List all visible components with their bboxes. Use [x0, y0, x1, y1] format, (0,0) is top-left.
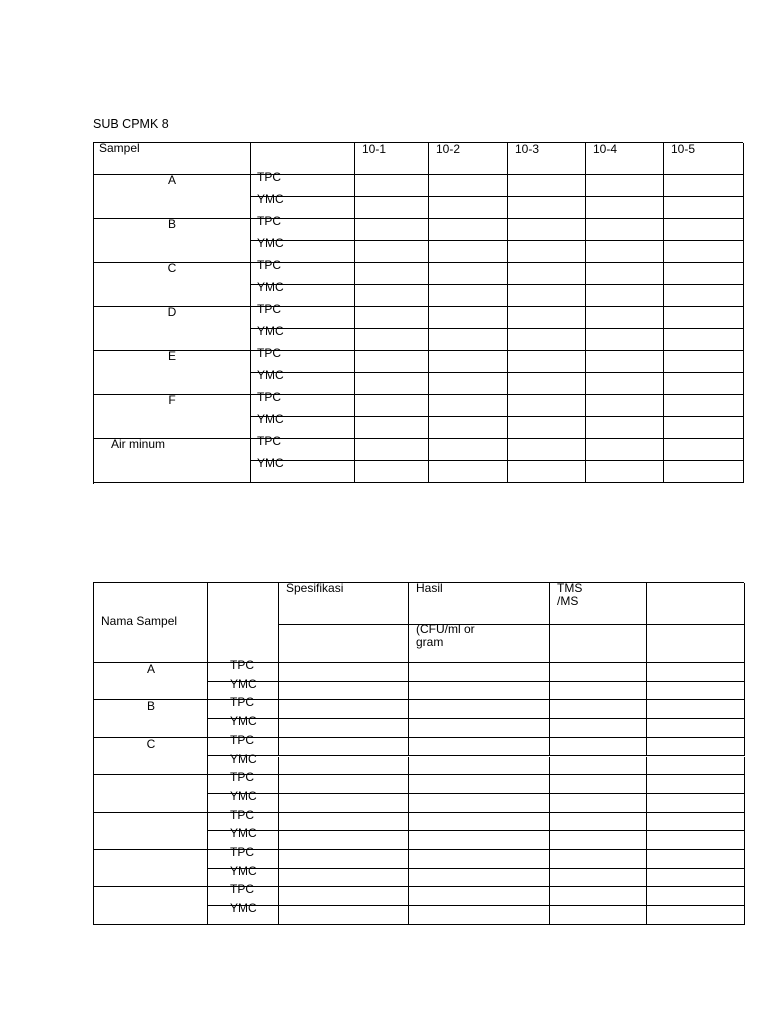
- value-cell[interactable]: [647, 738, 745, 757]
- header-dilution-3[interactable]: [508, 143, 586, 175]
- value-cell[interactable]: [586, 373, 664, 395]
- value-cell[interactable]: [586, 285, 664, 307]
- value-cell[interactable]: [279, 663, 409, 682]
- value-cell[interactable]: [355, 417, 429, 439]
- sample-cell[interactable]: [94, 887, 208, 924]
- value-cell[interactable]: [355, 461, 429, 483]
- value-cell[interactable]: [429, 461, 508, 483]
- value-cell[interactable]: [647, 831, 745, 850]
- value-cell[interactable]: [429, 351, 508, 373]
- header-spesifikasi-text: Spesifikasi: [286, 581, 344, 595]
- value-cell[interactable]: [429, 285, 508, 307]
- value-cell[interactable]: [508, 285, 586, 307]
- test-type-cell-text: YMC: [230, 714, 257, 729]
- value-cell[interactable]: [586, 241, 664, 263]
- value-cell[interactable]: [647, 719, 745, 738]
- value-cell[interactable]: [550, 719, 647, 738]
- value-cell[interactable]: [355, 175, 429, 197]
- value-cell[interactable]: [279, 757, 409, 776]
- test-type-cell-text: TPC: [230, 658, 254, 672]
- test-type-cell-text: TPC: [257, 346, 281, 360]
- value-cell[interactable]: [508, 439, 586, 461]
- value-cell[interactable]: [550, 869, 647, 888]
- test-type-cell-text: TPC: [257, 214, 281, 228]
- value-cell[interactable]: [355, 263, 429, 285]
- value-cell[interactable]: [409, 719, 550, 738]
- sample-cell[interactable]: [94, 850, 208, 887]
- value-cell[interactable]: [664, 417, 744, 439]
- value-cell[interactable]: [279, 775, 409, 794]
- value-cell[interactable]: [429, 197, 508, 219]
- value-cell[interactable]: [508, 241, 586, 263]
- value-cell[interactable]: [409, 813, 550, 832]
- value-cell[interactable]: [279, 831, 409, 850]
- value-cell[interactable]: [586, 175, 664, 197]
- value-cell[interactable]: [508, 329, 586, 351]
- value-cell[interactable]: [550, 794, 647, 813]
- sample-cell-text: Air minum: [110, 437, 165, 451]
- sample-cell[interactable]: [94, 439, 251, 483]
- test-type-cell-text: YMC: [230, 788, 257, 803]
- sample-cell[interactable]: [94, 219, 251, 263]
- value-cell[interactable]: [355, 285, 429, 307]
- value-cell[interactable]: [508, 263, 586, 285]
- value-cell[interactable]: [279, 700, 409, 719]
- test-type-cell-text: TPC: [230, 807, 254, 822]
- value-cell[interactable]: [664, 241, 744, 263]
- value-cell[interactable]: [355, 395, 429, 417]
- header-extra[interactable]: [647, 583, 745, 625]
- header-tms-ms[interactable]: [550, 583, 647, 625]
- sample-cell-text: A: [167, 173, 176, 187]
- test-type-cell-text: YMC: [257, 412, 284, 426]
- value-cell[interactable]: [586, 307, 664, 329]
- header-hasil[interactable]: [409, 583, 550, 625]
- value-cell[interactable]: [586, 417, 664, 439]
- value-cell[interactable]: [508, 219, 586, 241]
- value-cell[interactable]: [508, 197, 586, 219]
- test-type-cell-text: YMC: [230, 751, 257, 766]
- value-cell[interactable]: [647, 794, 745, 813]
- value-cell[interactable]: [647, 813, 745, 832]
- value-cell[interactable]: [664, 351, 744, 373]
- test-type-cell-text: TPC: [257, 434, 281, 448]
- test-type-cell-text: YMC: [230, 826, 257, 841]
- value-cell[interactable]: [664, 395, 744, 417]
- sample-cell[interactable]: [94, 700, 208, 737]
- sample-cell[interactable]: [94, 351, 251, 395]
- value-cell[interactable]: [355, 373, 429, 395]
- test-type-cell-text: YMC: [257, 456, 284, 470]
- value-cell[interactable]: [664, 461, 744, 483]
- value-cell[interactable]: [647, 906, 745, 925]
- value-cell[interactable]: [279, 869, 409, 888]
- sample-cell-text: D: [167, 305, 177, 319]
- header-nama-sampel[interactable]: [94, 583, 208, 663]
- header-dilution-2-text: 10-2: [436, 142, 461, 156]
- test-type-cell-text: YMC: [257, 236, 284, 250]
- test-type-cell-text: YMC: [230, 863, 257, 878]
- value-cell[interactable]: [429, 175, 508, 197]
- sample-cell-text: A: [146, 662, 155, 676]
- value-cell[interactable]: [409, 682, 550, 701]
- page-heading: SUB CPMK 8: [93, 117, 169, 131]
- value-cell[interactable]: [508, 395, 586, 417]
- value-cell[interactable]: [409, 850, 550, 869]
- value-cell[interactable]: [409, 794, 550, 813]
- value-cell[interactable]: [550, 757, 647, 776]
- value-cell[interactable]: [409, 906, 550, 925]
- test-type-cell-text: TPC: [257, 390, 281, 404]
- header-dilution-4[interactable]: [586, 143, 664, 175]
- header-tms-ms-text: TMS /MS: [557, 581, 583, 608]
- test-type-cell-text: YMC: [257, 280, 284, 294]
- sample-cell-text: F: [168, 393, 176, 407]
- value-cell[interactable]: [429, 373, 508, 395]
- value-cell[interactable]: [429, 219, 508, 241]
- value-cell[interactable]: [355, 351, 429, 373]
- value-cell[interactable]: [279, 719, 409, 738]
- value-cell[interactable]: [664, 263, 744, 285]
- value-cell[interactable]: [409, 775, 550, 794]
- value-cell[interactable]: [550, 887, 647, 906]
- value-cell[interactable]: [409, 700, 550, 719]
- value-cell[interactable]: [664, 285, 744, 307]
- value-cell[interactable]: [550, 700, 647, 719]
- value-cell[interactable]: [429, 241, 508, 263]
- value-cell[interactable]: [508, 175, 586, 197]
- value-cell[interactable]: [550, 682, 647, 701]
- header-sampel-text: Sampel: [99, 141, 140, 155]
- value-cell[interactable]: [550, 775, 647, 794]
- test-type-cell-text: TPC: [230, 732, 254, 747]
- value-cell[interactable]: [664, 329, 744, 351]
- value-cell[interactable]: [647, 850, 745, 869]
- value-cell[interactable]: [647, 663, 745, 682]
- value-cell[interactable]: [409, 869, 550, 888]
- value-cell[interactable]: [647, 775, 745, 794]
- value-cell[interactable]: [664, 439, 744, 461]
- sample-cell[interactable]: [94, 813, 208, 850]
- header-dilution-4-text: 10-4: [593, 142, 618, 156]
- value-cell[interactable]: [429, 395, 508, 417]
- value-cell[interactable]: [586, 219, 664, 241]
- value-cell[interactable]: [279, 906, 409, 925]
- value-cell[interactable]: [550, 813, 647, 832]
- header-spesifikasi[interactable]: [279, 583, 409, 625]
- value-cell[interactable]: [586, 263, 664, 285]
- value-cell[interactable]: [409, 738, 550, 757]
- value-cell[interactable]: [429, 417, 508, 439]
- value-cell[interactable]: [664, 175, 744, 197]
- value-cell[interactable]: [664, 307, 744, 329]
- value-cell[interactable]: [550, 906, 647, 925]
- value-cell[interactable]: [279, 794, 409, 813]
- test-type-cell-text: TPC: [257, 258, 281, 272]
- value-cell[interactable]: [647, 682, 745, 701]
- header-tms-sub[interactable]: [550, 625, 647, 663]
- sample-cell-text: B: [146, 699, 155, 714]
- sample-cell-text: C: [167, 261, 177, 275]
- header-hasil-text: Hasil: [416, 581, 443, 595]
- value-cell[interactable]: [409, 663, 550, 682]
- value-cell[interactable]: [355, 329, 429, 351]
- header-dilution-1-text: 10-1: [362, 142, 387, 156]
- sample-cell[interactable]: [94, 738, 208, 775]
- value-cell[interactable]: [586, 439, 664, 461]
- dilution-table: [93, 142, 743, 484]
- value-cell[interactable]: [429, 263, 508, 285]
- value-cell[interactable]: [508, 307, 586, 329]
- value-cell[interactable]: [508, 351, 586, 373]
- value-cell[interactable]: [664, 373, 744, 395]
- value-cell[interactable]: [409, 831, 550, 850]
- value-cell[interactable]: [279, 887, 409, 906]
- value-cell[interactable]: [586, 329, 664, 351]
- value-cell[interactable]: [550, 663, 647, 682]
- value-cell[interactable]: [508, 417, 586, 439]
- value-cell[interactable]: [647, 757, 745, 776]
- sample-cell[interactable]: [94, 263, 251, 307]
- test-type-cell-text: YMC: [230, 901, 257, 916]
- value-cell[interactable]: [355, 307, 429, 329]
- value-cell[interactable]: [550, 831, 647, 850]
- value-cell[interactable]: [279, 682, 409, 701]
- test-type-cell-text: TPC: [257, 170, 281, 184]
- value-cell[interactable]: [550, 738, 647, 757]
- header-dilution-5-text: 10-5: [671, 142, 696, 156]
- value-cell[interactable]: [647, 869, 745, 888]
- test-type-cell-text: TPC: [257, 302, 281, 316]
- header-dilution-2[interactable]: [429, 143, 508, 175]
- value-cell[interactable]: [647, 887, 745, 906]
- test-type-cell-text: YMC: [257, 324, 284, 338]
- value-cell[interactable]: [508, 373, 586, 395]
- header-dilution-3-text: 10-3: [515, 142, 540, 156]
- sample-cell[interactable]: [94, 175, 251, 219]
- test-type-cell-text: TPC: [230, 770, 254, 785]
- value-cell[interactable]: [279, 850, 409, 869]
- value-cell[interactable]: [355, 197, 429, 219]
- value-cell[interactable]: [508, 461, 586, 483]
- value-cell[interactable]: [429, 439, 508, 461]
- value-cell[interactable]: [355, 241, 429, 263]
- header-extra-sub[interactable]: [647, 625, 745, 663]
- value-cell[interactable]: [355, 219, 429, 241]
- value-cell[interactable]: [409, 887, 550, 906]
- value-cell[interactable]: [279, 813, 409, 832]
- test-type-cell-text: YMC: [257, 192, 284, 206]
- value-cell[interactable]: [586, 351, 664, 373]
- header-test-type[interactable]: [208, 583, 279, 663]
- header-dilution-5[interactable]: [664, 143, 744, 175]
- value-cell[interactable]: [647, 700, 745, 719]
- sample-cell-text: B: [167, 217, 176, 231]
- sample-cell[interactable]: [94, 663, 208, 700]
- value-cell[interactable]: [664, 219, 744, 241]
- test-type-cell-text: TPC: [230, 695, 254, 710]
- header-hasil-unit[interactable]: [409, 622, 550, 663]
- sample-cell-text: C: [146, 736, 156, 751]
- value-cell[interactable]: [586, 395, 664, 417]
- value-cell[interactable]: [586, 461, 664, 483]
- test-type-cell-text: TPC: [230, 882, 254, 897]
- result-table: [93, 582, 744, 925]
- header-hasil-unit-text: (CFU/ml or gram: [416, 622, 475, 649]
- header-sampel[interactable]: [94, 143, 251, 175]
- value-cell[interactable]: [429, 307, 508, 329]
- header-nama-sampel-text: Nama Sampel: [101, 614, 178, 628]
- test-type-cell[interactable]: [208, 901, 279, 925]
- test-type-cell-text: TPC: [230, 845, 254, 859]
- value-cell[interactable]: [409, 757, 550, 776]
- header-spesifikasi-sub[interactable]: [279, 625, 409, 663]
- value-cell[interactable]: [429, 329, 508, 351]
- value-cell[interactable]: [355, 439, 429, 461]
- sample-cell[interactable]: [94, 307, 251, 351]
- header-dilution-1[interactable]: [355, 143, 429, 175]
- sample-cell[interactable]: [94, 775, 208, 812]
- value-cell[interactable]: [279, 738, 409, 757]
- test-type-cell-text: YMC: [230, 676, 257, 691]
- sample-cell[interactable]: [94, 395, 251, 439]
- test-type-cell-text: YMC: [257, 368, 284, 382]
- sample-cell-text: E: [167, 349, 176, 363]
- value-cell[interactable]: [586, 197, 664, 219]
- test-type-cell[interactable]: [251, 456, 355, 483]
- value-cell[interactable]: [664, 197, 744, 219]
- value-cell[interactable]: [550, 850, 647, 869]
